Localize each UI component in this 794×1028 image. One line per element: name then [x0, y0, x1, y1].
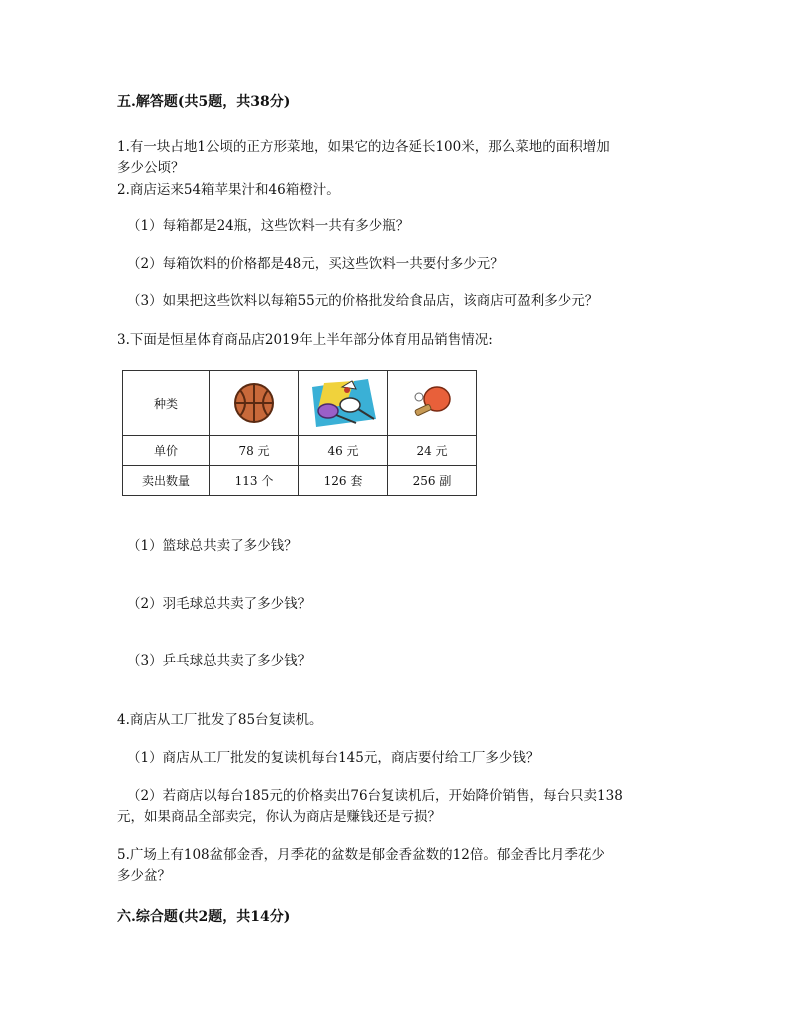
q1-line1: 1.有一块占地1公顷的正方形菜地，如果它的边各延长100米，那么菜地的面积增加 — [117, 139, 610, 155]
q2-sub3: （3）如果把这些饮料以每箱55元的价格批发给食品店，该商店可盈利多少元？ — [127, 293, 599, 309]
q2-stem: 2.商店运来54箱苹果汁和46箱橙汁。 — [117, 182, 340, 198]
qty-badminton: 126 套 — [299, 466, 388, 496]
q4-sub2-line1: （2）若商店以每台185元的价格卖出76台复读机后，开始降价销售，每台只卖138 — [127, 788, 623, 804]
qty-pingpong: 256 副 — [388, 466, 477, 496]
sales-table — [122, 370, 477, 496]
q2-sub2: （2）每箱饮料的价格都是48元，买这些饮料一共要付多少元？ — [127, 256, 504, 272]
table-row — [123, 466, 477, 496]
price-basketball: 78 元 — [210, 436, 299, 466]
price-badminton: 46 元 — [299, 436, 388, 466]
table-item-cell — [210, 371, 299, 436]
ping-pong-icon — [407, 383, 457, 423]
qty-basketball: 113 个 — [210, 466, 299, 496]
q4-sub2-line2: 元，如果商品全部卖完，你认为商店是赚钱还是亏损？ — [117, 809, 441, 825]
section5-title: 五.解答题(共5题，共38分) — [117, 94, 291, 110]
q3-sub2: （2）羽毛球总共卖了多少钱？ — [127, 596, 312, 612]
q3-sub1: （1）篮球总共卖了多少钱？ — [127, 538, 298, 554]
section6-title: 六.综合题(共2题，共14分) — [117, 909, 291, 925]
table-header-label: 种类 — [123, 371, 210, 436]
q4-stem: 4.商店从工厂批发了85台复读机。 — [117, 712, 323, 728]
table-row — [123, 436, 477, 466]
q2-sub1: （1）每箱都是24瓶，这些饮料一共有多少瓶？ — [127, 218, 410, 234]
price-pingpong: 24 元 — [388, 436, 477, 466]
q1-line2: 多少公顷？ — [117, 160, 185, 176]
row-label-quantity: 卖出数量 — [123, 466, 210, 496]
q3-sub3: （3）乒乓球总共卖了多少钱？ — [127, 653, 312, 669]
row-label-price: 单价 — [123, 436, 210, 466]
q4-sub1: （1）商店从工厂批发的复读机每台145元，商店要付给工厂多少钱？ — [127, 750, 540, 766]
basketball-icon — [231, 380, 277, 426]
badminton-icon — [306, 375, 380, 431]
table-item-cell — [299, 371, 388, 436]
q3-stem: 3.下面是恒星体育商品店2019年上半年部分体育用品销售情况: — [117, 332, 493, 348]
q5-line2: 多少盆？ — [117, 868, 171, 884]
table-item-cell — [388, 371, 477, 436]
table-row — [123, 371, 477, 436]
q5-line1: 5.广场上有108盆郁金香，月季花的盆数是郁金香盆数的12倍。郁金香比月季花少 — [117, 847, 605, 863]
